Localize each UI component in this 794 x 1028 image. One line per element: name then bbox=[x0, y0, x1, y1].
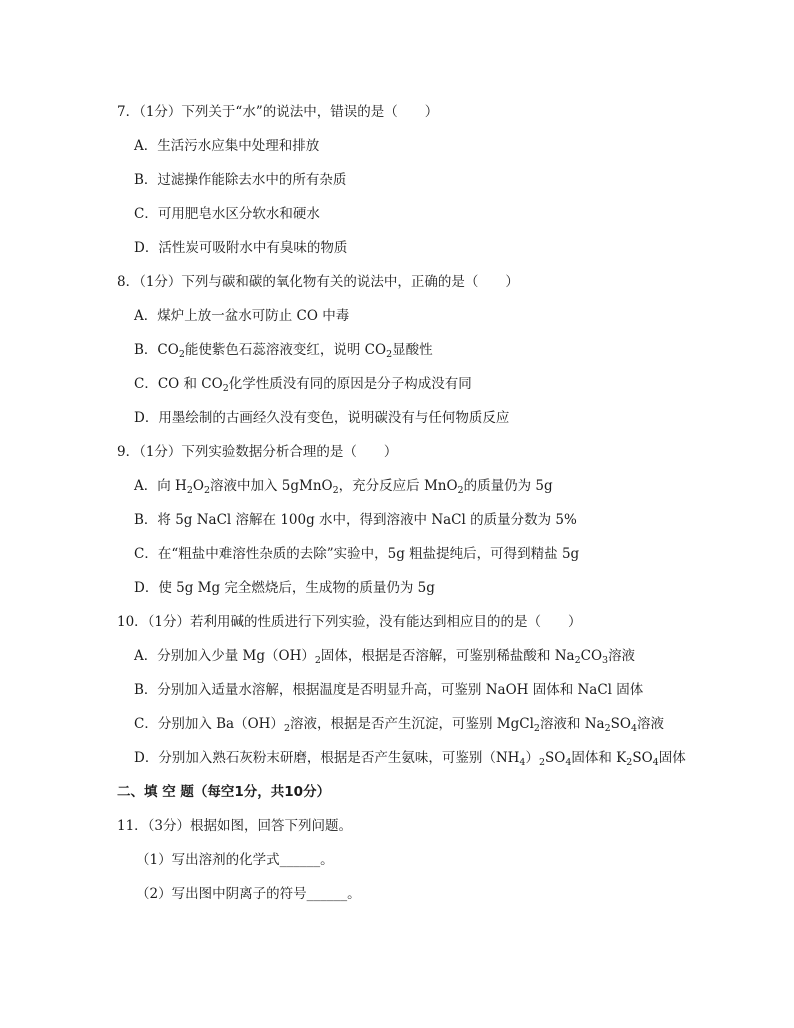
section-title: 二、填 空 题（每空1分，共10分） bbox=[117, 784, 331, 800]
question-8-stem: 8．（1分）下列与碳和碳的氧化物有关的说法中，正确的是（ ） bbox=[117, 274, 519, 290]
question-8-option-b: B．$CO_2$能使紫色石蕊溶液变红，说明 $CO_2$显酸性 bbox=[134, 342, 433, 360]
question-7-stem: 7．（1分）下列关于“水”的说法中，错误的是（ ） bbox=[117, 104, 439, 120]
question-8-option-d: D．用墨绘制的古画经久没有变色，说明碳没有与任何物质反应 bbox=[134, 410, 510, 426]
question-10-option-d: D．分别加入熟石灰粉末研磨，根据是否产生氨味，可鉴别$(NH_4)_2SO_4$固体和 $K_2SO_4$固体 bbox=[134, 750, 686, 768]
question-10-option-b: B．分别加入适量水溶解，根据温度是否明显升高，可鉴别 NaOH 固体和 NaCl 固体 bbox=[134, 682, 644, 698]
question-9-option-c: C．在“粗盐中难溶性杂质的去除”实验中，5g 粗盐提纯后，可得到精盐 5g bbox=[134, 546, 580, 562]
question-11-stem: 11．（3分）根据如图，回答下列问题。 bbox=[117, 818, 353, 834]
question-7-option-a: A．生活污水应集中处理和排放 bbox=[134, 138, 320, 154]
question-9-option-b: B．将 5g NaCl 溶解在 100g 水中，得到溶液中 NaCl 的质量分数为 5% bbox=[134, 512, 577, 528]
question-8-option-c: C．CO 和 $CO_2$化学性质没有同的原因是分子构成没有同 bbox=[134, 376, 472, 394]
question-10-option-a: A．分别加入少量 $Mg(OH)_2$固体，根据是否溶解，可鉴别稀盐酸和 $Na_2CO_3$溶液 bbox=[134, 648, 636, 666]
question-10-option-c: C．分别加入 $Ba(OH)_2$溶液，根据是否产生沉淀，可鉴别 MgCl$_2$溶液和 $Na_2SO_4$溶液 bbox=[134, 716, 665, 734]
question-9-option-d: D．使 5g Mg 完全燃烧后，生成物的质量仍为 5g bbox=[134, 580, 435, 596]
question-10-stem: 10．（1分）若利用碱的性质进行下列实验，没有能达到相应目的的是（ ） bbox=[117, 614, 582, 630]
question-9-option-a: A．向 $H_2O_2$溶液中加入 5gMnO$_2$，充分反应后 MnO$_2$的质量仍为 5g bbox=[134, 478, 553, 496]
question-9-stem: 9．（1分）下列实验数据分析合理的是（ ） bbox=[117, 444, 398, 460]
question-11-sub-1: （1）写出溶剂的化学式______。 bbox=[136, 852, 334, 868]
question-7-option-b: B．过滤操作能除去水中的所有杂质 bbox=[134, 172, 347, 188]
question-8-option-a: A．煤炉上放一盆水可防止 CO 中毒 bbox=[134, 308, 350, 324]
question-11-sub-2: （2）写出图中阴离子的符号______。 bbox=[136, 886, 361, 902]
question-7-option-d: D．活性炭可吸附水中有臭味的物质 bbox=[134, 240, 348, 256]
question-7-option-c: C．可用肥皂水区分软水和硬水 bbox=[134, 206, 320, 222]
